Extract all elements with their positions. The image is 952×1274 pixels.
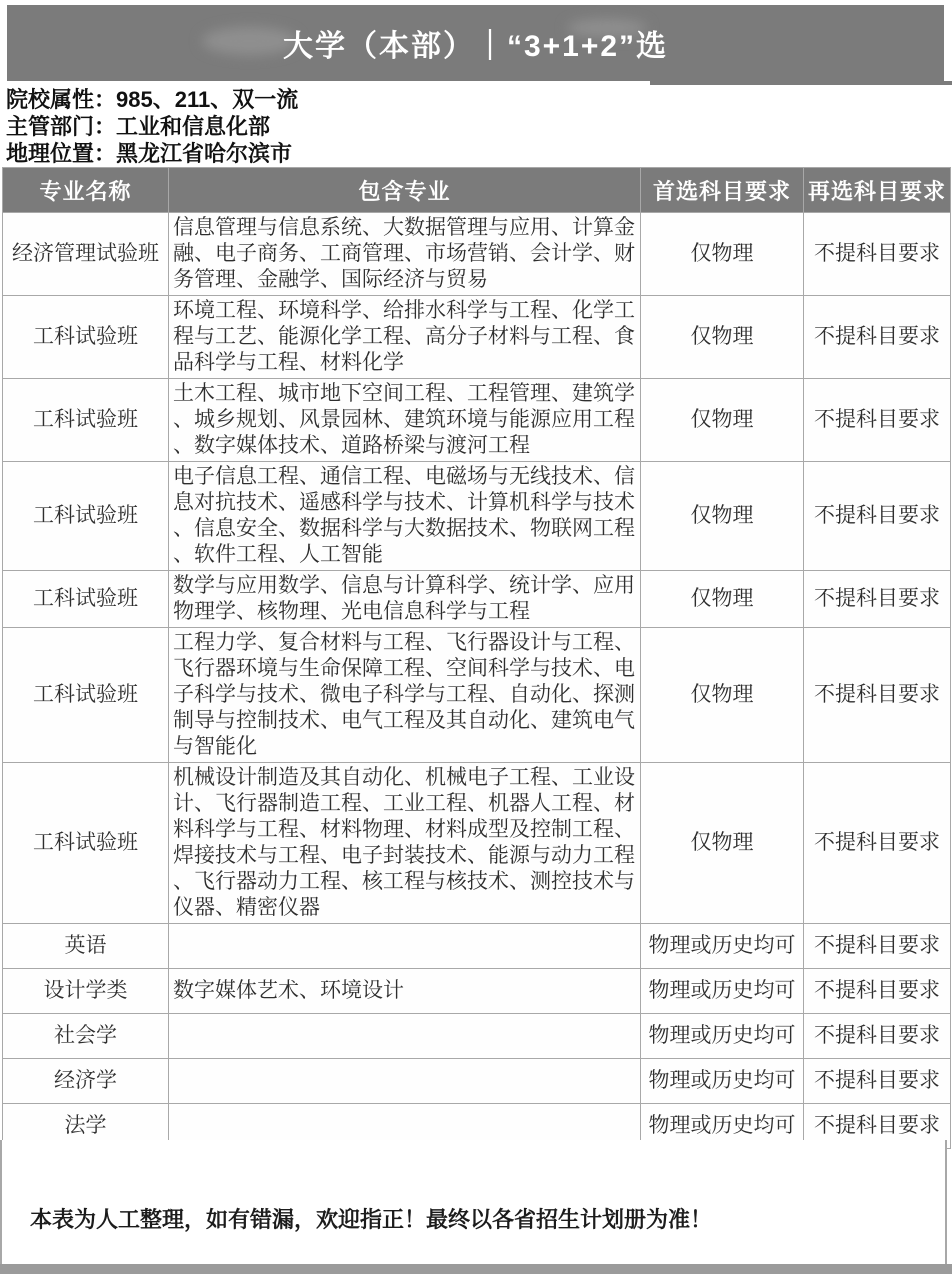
secondary-subject-cell: 不提科目要求 bbox=[804, 571, 951, 628]
page-title: 大学（本部）｜“3+1+2”选 bbox=[282, 30, 669, 63]
info-location: 地理位置：黑龙江省哈尔滨市 bbox=[6, 141, 293, 166]
secondary-subject-cell: 不提科目要求 bbox=[804, 296, 951, 379]
table-row bbox=[3, 1059, 951, 1104]
includes-cell: 机械设计制造及其自动化、机械电子工程、工业设计、飞行器制造工程、工业工程、机器人工程、材料科学与工程、材料物理、材料成型及控制工程、焊接技术与工程、电子封装技术、能源与动力工程、飞行器动力工程、核工程与核技术、测控技术与仪器、精密仪器 bbox=[169, 763, 641, 924]
table-row bbox=[3, 296, 951, 379]
table-row bbox=[3, 462, 951, 571]
secondary-subject-cell: 不提科目要求 bbox=[804, 379, 951, 462]
primary-subject-cell: 物理或历史均可 bbox=[641, 969, 804, 1014]
includes-cell bbox=[169, 1059, 641, 1104]
includes-cell: 信息管理与信息系统、大数据管理与应用、计算金融、电子商务、工商管理、市场营销、会计学、财务管理、金融学、国际经济与贸易 bbox=[169, 213, 641, 296]
secondary-subject-cell: 不提科目要求 bbox=[804, 462, 951, 571]
primary-subject-cell: 物理或历史均可 bbox=[641, 1104, 804, 1149]
table-row bbox=[3, 628, 951, 763]
header-includes: 包含专业 bbox=[169, 168, 641, 213]
major-cell: 社会学 bbox=[3, 1014, 169, 1059]
header-major: 专业名称 bbox=[3, 168, 169, 213]
major-cell: 工科试验班 bbox=[3, 462, 169, 571]
includes-cell bbox=[169, 1014, 641, 1059]
secondary-subject-cell: 不提科目要求 bbox=[804, 969, 951, 1014]
includes-cell: 环境工程、环境科学、给排水科学与工程、化学工程与工艺、能源化学工程、高分子材料与工程、食品科学与工程、材料化学 bbox=[169, 296, 641, 379]
footer-note: 本表为人工整理，如有错漏，欢迎指正！最终以各省招生计划册为准！ bbox=[30, 1207, 713, 1232]
table-row bbox=[3, 379, 951, 462]
major-cell: 工科试验班 bbox=[3, 628, 169, 763]
secondary-subject-cell: 不提科目要求 bbox=[804, 1059, 951, 1104]
includes-cell bbox=[169, 924, 641, 969]
major-cell: 经济学 bbox=[3, 1059, 169, 1104]
page-bottom-edge bbox=[0, 1264, 952, 1274]
secondary-subject-cell: 不提科目要求 bbox=[804, 763, 951, 924]
primary-subject-cell: 仅物理 bbox=[641, 213, 804, 296]
major-cell: 法学 bbox=[3, 1104, 169, 1149]
major-cell: 经济管理试验班 bbox=[3, 213, 169, 296]
primary-subject-cell: 仅物理 bbox=[641, 763, 804, 924]
table-header-row bbox=[3, 168, 951, 213]
header-primary-subject: 首选科目要求 bbox=[641, 168, 804, 213]
table-row bbox=[3, 763, 951, 924]
major-cell: 设计学类 bbox=[3, 969, 169, 1014]
includes-cell: 电子信息工程、通信工程、电磁场与无线技术、信息对抗技术、遥感科学与技术、计算机科学与技术、信息安全、数据科学与大数据技术、物联网工程、软件工程、人工智能 bbox=[169, 462, 641, 571]
primary-subject-cell: 仅物理 bbox=[641, 379, 804, 462]
table-row bbox=[3, 969, 951, 1014]
secondary-subject-cell: 不提科目要求 bbox=[804, 1104, 951, 1149]
major-cell: 工科试验班 bbox=[3, 379, 169, 462]
primary-subject-cell: 物理或历史均可 bbox=[641, 1059, 804, 1104]
title-banner bbox=[7, 5, 944, 81]
secondary-subject-cell: 不提科目要求 bbox=[804, 924, 951, 969]
includes-cell: 工程力学、复合材料与工程、飞行器设计与工程、飞行器环境与生命保障工程、空间科学与技术、电子科学与技术、微电子科学与工程、自动化、探测制导与控制技术、电气工程及其自动化、建筑电气与智能化 bbox=[169, 628, 641, 763]
table-row bbox=[3, 1014, 951, 1059]
major-cell: 工科试验班 bbox=[3, 296, 169, 379]
subject-requirements-table bbox=[2, 167, 951, 1149]
includes-cell: 土木工程、城市地下空间工程、工程管理、建筑学、城乡规划、风景园林、建筑环境与能源应用工程、数字媒体技术、道路桥梁与渡河工程 bbox=[169, 379, 641, 462]
header-secondary-subject: 再选科目要求 bbox=[804, 168, 951, 213]
secondary-subject-cell: 不提科目要求 bbox=[804, 1014, 951, 1059]
table-row bbox=[3, 213, 951, 296]
primary-subject-cell: 物理或历史均可 bbox=[641, 924, 804, 969]
primary-subject-cell: 物理或历史均可 bbox=[641, 1014, 804, 1059]
info-attribute: 院校属性：985、211、双一流 bbox=[6, 87, 299, 112]
includes-cell: 数字媒体艺术、环境设计 bbox=[169, 969, 641, 1014]
table-row bbox=[3, 924, 951, 969]
banner-edge-artifact bbox=[650, 81, 952, 85]
primary-subject-cell: 仅物理 bbox=[641, 628, 804, 763]
school-info bbox=[6, 86, 606, 167]
includes-cell: 数学与应用数学、信息与计算科学、统计学、应用物理学、核物理、光电信息科学与工程 bbox=[169, 571, 641, 628]
table-row bbox=[3, 571, 951, 628]
primary-subject-cell: 仅物理 bbox=[641, 296, 804, 379]
primary-subject-cell: 仅物理 bbox=[641, 462, 804, 571]
info-department: 主管部门：工业和信息化部 bbox=[6, 114, 271, 139]
secondary-subject-cell: 不提科目要求 bbox=[804, 628, 951, 763]
secondary-subject-cell: 不提科目要求 bbox=[804, 213, 951, 296]
major-cell: 工科试验班 bbox=[3, 763, 169, 924]
primary-subject-cell: 仅物理 bbox=[641, 571, 804, 628]
major-cell: 英语 bbox=[3, 924, 169, 969]
major-cell: 工科试验班 bbox=[3, 571, 169, 628]
